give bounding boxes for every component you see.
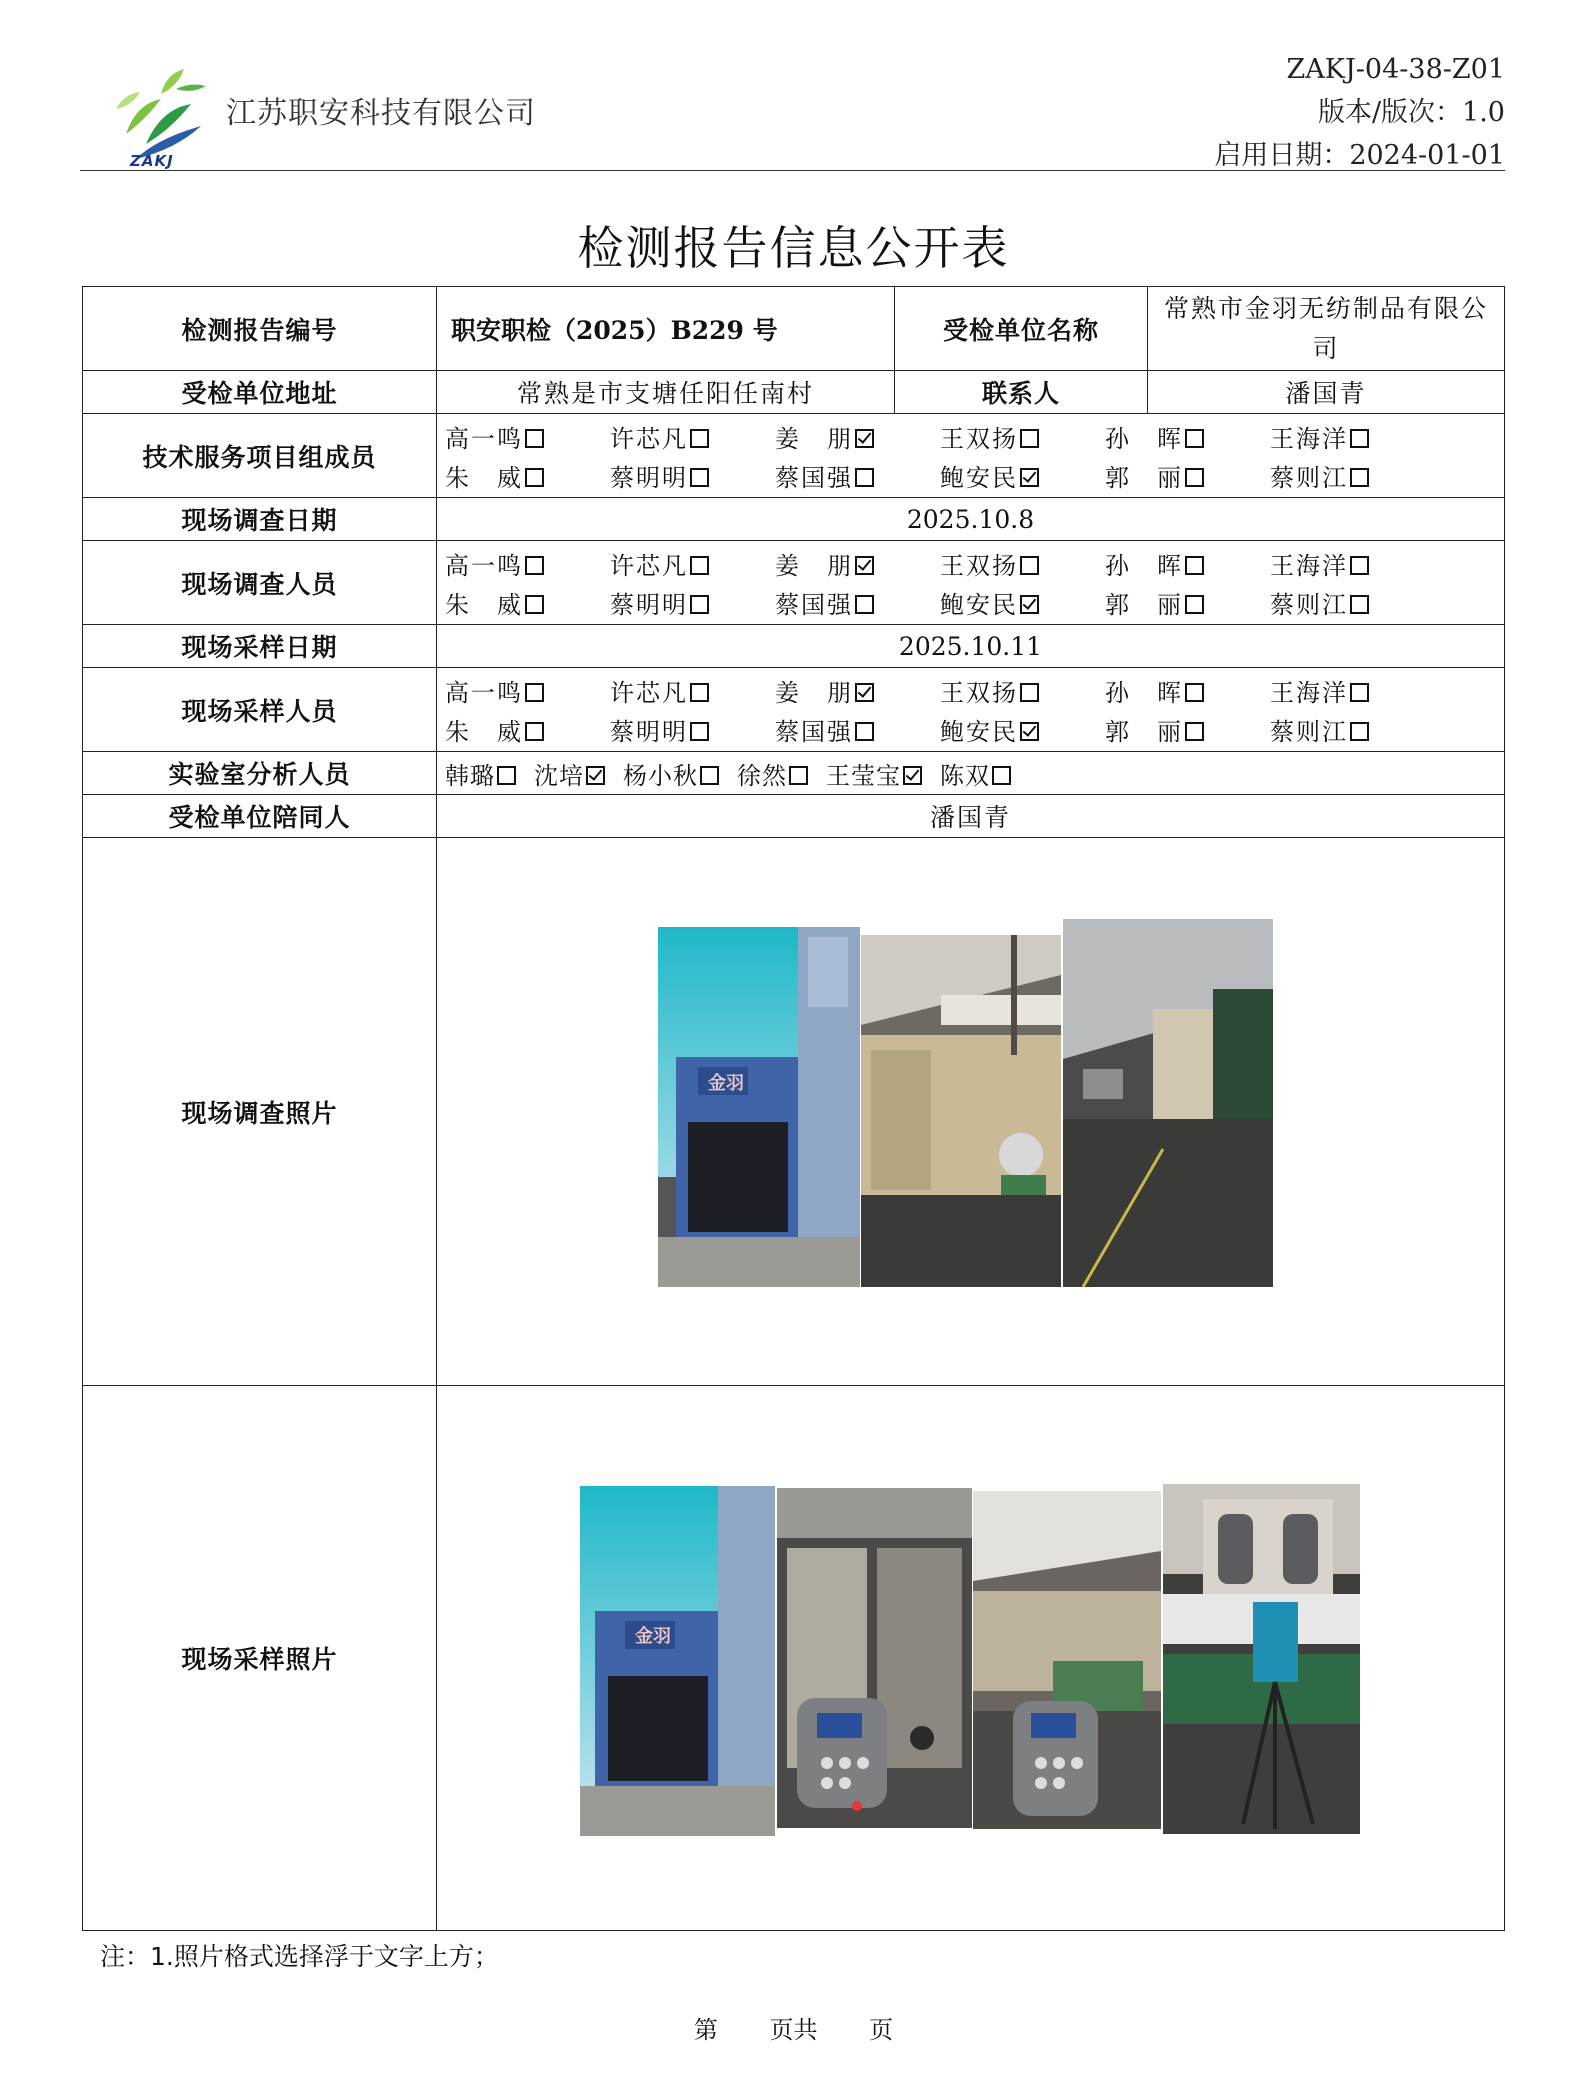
- unchecked-box-icon[interactable]: [1350, 722, 1369, 741]
- member-name: 郭 丽: [1105, 590, 1183, 619]
- unchecked-box-icon[interactable]: [690, 556, 709, 575]
- member-item: [775, 673, 940, 708]
- sampling-date-label: 现场采样日期: [83, 625, 437, 668]
- unchecked-box-icon[interactable]: [1185, 429, 1204, 448]
- unchecked-box-icon[interactable]: [525, 595, 544, 614]
- table-row: [83, 795, 1505, 838]
- checked-box-icon[interactable]: [1020, 468, 1039, 487]
- report-no: 职安职检（2025）B229 号: [437, 287, 895, 371]
- unchecked-box-icon[interactable]: [525, 468, 544, 487]
- unchecked-box-icon[interactable]: [1350, 683, 1369, 702]
- member-item: [775, 546, 940, 581]
- member-item: [610, 585, 775, 620]
- sampling-members-label: 现场采样人员: [83, 668, 437, 752]
- sampling-photos-label: 现场采样照片: [83, 1386, 437, 1931]
- member-name: 韩璐: [445, 761, 495, 790]
- unchecked-box-icon[interactable]: [690, 429, 709, 448]
- report-no-label: 检测报告编号: [83, 287, 437, 371]
- member-name: 孙 晖: [1105, 424, 1183, 453]
- member-name: 许芯凡: [610, 424, 688, 453]
- member-item: [445, 673, 610, 708]
- member-name: 孙 晖: [1105, 678, 1183, 707]
- member-item: [1105, 673, 1270, 708]
- checked-box-icon[interactable]: [1020, 595, 1039, 614]
- member-item: [940, 419, 1105, 454]
- member-name: 姜 朋: [775, 678, 853, 707]
- logo-text: ZAKJ: [130, 152, 174, 170]
- member-name: 蔡国强: [775, 590, 853, 619]
- contact-label: 联系人: [895, 371, 1148, 414]
- contact: 潘国青: [1148, 371, 1505, 414]
- member-item: [775, 419, 940, 454]
- member-name: 徐然: [737, 761, 787, 790]
- member-name: 王海洋: [1270, 678, 1348, 707]
- member-item: [610, 419, 775, 454]
- lab-members-cell: [437, 752, 1505, 795]
- member-item: [826, 756, 922, 791]
- member-item: [940, 546, 1105, 581]
- unchecked-box-icon[interactable]: [855, 595, 874, 614]
- member-item: [445, 546, 610, 581]
- member-item: [940, 673, 1105, 708]
- member-name: 鲍安民: [940, 463, 1018, 492]
- member-item: [1270, 585, 1435, 620]
- member-item: [1270, 458, 1435, 493]
- signage-text: 金羽: [635, 1626, 671, 1647]
- table-row: [83, 838, 1505, 1386]
- unchecked-box-icon[interactable]: [1185, 556, 1204, 575]
- workshop-interior-photo: [1063, 919, 1273, 1287]
- member-name: 王双扬: [940, 424, 1018, 453]
- member-item: [610, 458, 775, 493]
- sampling-members-list: [445, 669, 1496, 751]
- member-name: 王海洋: [1270, 551, 1348, 580]
- table-row: [83, 371, 1505, 414]
- unchecked-box-icon[interactable]: [992, 766, 1011, 785]
- member-item: [1105, 419, 1270, 454]
- member-name: 沈培: [534, 761, 584, 790]
- escort-label: 受检单位陪同人: [83, 795, 437, 838]
- member-name: 鲍安民: [940, 717, 1018, 746]
- member-name: 朱 威: [445, 463, 523, 492]
- sound-meter-machine-photo: [973, 1491, 1161, 1829]
- member-item: [534, 756, 605, 791]
- unchecked-box-icon[interactable]: [1020, 429, 1039, 448]
- member-item: [1270, 419, 1435, 454]
- member-item: [610, 546, 775, 581]
- table-row: [83, 498, 1505, 541]
- survey-members-list: [445, 542, 1496, 624]
- unchecked-box-icon[interactable]: [1185, 595, 1204, 614]
- member-item: [1270, 712, 1435, 747]
- table-row: [83, 752, 1505, 795]
- table-row: [83, 414, 1505, 498]
- unchecked-box-icon[interactable]: [855, 468, 874, 487]
- sampling-members-cell: [437, 668, 1505, 752]
- company-name: 江苏职安科技有限公司: [226, 96, 536, 131]
- unchecked-box-icon[interactable]: [855, 722, 874, 741]
- checked-box-icon[interactable]: [855, 556, 874, 575]
- member-item: [610, 712, 775, 747]
- survey-members-label: 现场调查人员: [83, 541, 437, 625]
- unit-name: 常熟市金羽无纺制品有限公司: [1148, 287, 1505, 371]
- escort: 潘国青: [437, 795, 1505, 838]
- lab-label: 实验室分析人员: [83, 752, 437, 795]
- member-name: 郭 丽: [1105, 463, 1183, 492]
- member-name: 王双扬: [940, 678, 1018, 707]
- info-table: [82, 286, 1505, 1931]
- member-item: [1105, 546, 1270, 581]
- member-item: [445, 458, 610, 493]
- member-name: 蔡国强: [775, 717, 853, 746]
- member-item: [1105, 712, 1270, 747]
- member-name: 孙 晖: [1105, 551, 1183, 580]
- table-row: [83, 541, 1505, 625]
- member-name: 高一鸣: [445, 678, 523, 707]
- address-label: 受检单位地址: [83, 371, 437, 414]
- table-row: [83, 1386, 1505, 1931]
- member-item: [1105, 585, 1270, 620]
- member-name: 姜 朋: [775, 424, 853, 453]
- sampling-photos-cell: [437, 1386, 1505, 1931]
- member-item: [445, 419, 610, 454]
- member-name: 许芯凡: [610, 678, 688, 707]
- header-divider: [80, 170, 1505, 171]
- member-item: [940, 458, 1105, 493]
- unchecked-box-icon[interactable]: [525, 429, 544, 448]
- unit-name-label: 受检单位名称: [895, 287, 1148, 371]
- member-item: [940, 712, 1105, 747]
- unchecked-box-icon[interactable]: [700, 766, 719, 785]
- member-item: [940, 756, 1011, 791]
- unchecked-box-icon[interactable]: [1350, 429, 1369, 448]
- workshop-machine-photo: [861, 935, 1061, 1287]
- page-title: 检测报告信息公开表: [577, 221, 1010, 275]
- unchecked-box-icon[interactable]: [690, 683, 709, 702]
- member-name: 郭 丽: [1105, 717, 1183, 746]
- footer-of-label: 页共: [769, 2016, 818, 2044]
- tech-members-list: [445, 415, 1496, 497]
- member-name: 蔡则江: [1270, 717, 1348, 746]
- unchecked-box-icon[interactable]: [497, 766, 516, 785]
- survey-date-label: 现场调查日期: [83, 498, 437, 541]
- unchecked-box-icon[interactable]: [525, 683, 544, 702]
- member-item: [737, 756, 808, 791]
- table-row: [83, 625, 1505, 668]
- document-start-date: 启用日期：2024-01-01: [1214, 140, 1505, 171]
- factory-entrance-photo: [580, 1486, 775, 1836]
- member-name: 王莹宝: [826, 761, 901, 790]
- lab-members-list: [445, 756, 1496, 791]
- member-name: 蔡明明: [610, 717, 688, 746]
- member-name: 蔡明明: [610, 590, 688, 619]
- checked-box-icon[interactable]: [855, 429, 874, 448]
- unchecked-box-icon[interactable]: [789, 766, 808, 785]
- address: 常熟是市支塘任阳任南村: [437, 371, 895, 414]
- checked-box-icon[interactable]: [855, 683, 874, 702]
- member-name: 许芯凡: [610, 551, 688, 580]
- unchecked-box-icon[interactable]: [1020, 556, 1039, 575]
- member-item: [775, 458, 940, 493]
- document-meta: [1214, 48, 1505, 177]
- member-name: 王双扬: [940, 551, 1018, 580]
- unchecked-box-icon[interactable]: [1185, 468, 1204, 487]
- footnote: 注：1.照片格式选择浮于文字上方；: [100, 1942, 499, 1971]
- member-item: [775, 712, 940, 747]
- unchecked-box-icon[interactable]: [1185, 722, 1204, 741]
- member-name: 朱 威: [445, 717, 523, 746]
- unchecked-box-icon[interactable]: [1020, 683, 1039, 702]
- member-name: 高一鸣: [445, 551, 523, 580]
- unchecked-box-icon[interactable]: [525, 556, 544, 575]
- document-version: 版本/版次：1.0: [1317, 97, 1505, 128]
- member-item: [445, 756, 516, 791]
- member-item: [1270, 546, 1435, 581]
- member-name: 蔡则江: [1270, 590, 1348, 619]
- member-name: 陈双: [940, 761, 990, 790]
- sampling-date: 2025.10.11: [437, 625, 1505, 668]
- member-item: [940, 585, 1105, 620]
- checked-box-icon[interactable]: [586, 766, 605, 785]
- checked-box-icon[interactable]: [1020, 722, 1039, 741]
- sound-meter-photo: [777, 1488, 972, 1828]
- unchecked-box-icon[interactable]: [690, 722, 709, 741]
- page-header: [80, 40, 1505, 170]
- sampler-device-photo: [1163, 1484, 1360, 1834]
- tech-members-cell: [437, 414, 1505, 498]
- member-item: [1270, 673, 1435, 708]
- member-name: 蔡则江: [1270, 463, 1348, 492]
- member-name: 高一鸣: [445, 424, 523, 453]
- member-name: 姜 朋: [775, 551, 853, 580]
- unchecked-box-icon[interactable]: [525, 722, 544, 741]
- page-footer: [0, 2010, 1587, 2045]
- member-item: [1105, 458, 1270, 493]
- footer-page-label: 第: [693, 2016, 718, 2044]
- survey-photos-label: 现场调查照片: [83, 838, 437, 1386]
- unchecked-box-icon[interactable]: [1350, 468, 1369, 487]
- member-item: [775, 585, 940, 620]
- member-name: 王海洋: [1270, 424, 1348, 453]
- survey-photos-cell: [437, 838, 1505, 1386]
- member-item: [623, 756, 719, 791]
- signage-text: 金羽: [708, 1072, 744, 1094]
- survey-date: 2025.10.8: [437, 498, 1505, 541]
- unchecked-box-icon[interactable]: [690, 468, 709, 487]
- member-name: 杨小秋: [623, 761, 698, 790]
- member-name: 朱 威: [445, 590, 523, 619]
- document-code: ZAKJ-04-38-Z01: [1286, 54, 1505, 85]
- checked-box-icon[interactable]: [903, 766, 922, 785]
- member-name: 鲍安民: [940, 590, 1018, 619]
- table-row: [83, 668, 1505, 752]
- unchecked-box-icon[interactable]: [1185, 683, 1204, 702]
- footer-pages-label: 页: [869, 2016, 894, 2044]
- factory-entrance-photo: [658, 927, 860, 1287]
- unchecked-box-icon[interactable]: [1350, 556, 1369, 575]
- member-item: [445, 585, 610, 620]
- member-item: [610, 673, 775, 708]
- unchecked-box-icon[interactable]: [690, 595, 709, 614]
- table-row: [83, 287, 1505, 371]
- unchecked-box-icon[interactable]: [1350, 595, 1369, 614]
- survey-members-cell: [437, 541, 1505, 625]
- member-name: 蔡国强: [775, 463, 853, 492]
- tech-members-label: 技术服务项目组成员: [83, 414, 437, 498]
- member-item: [445, 712, 610, 747]
- member-name: 蔡明明: [610, 463, 688, 492]
